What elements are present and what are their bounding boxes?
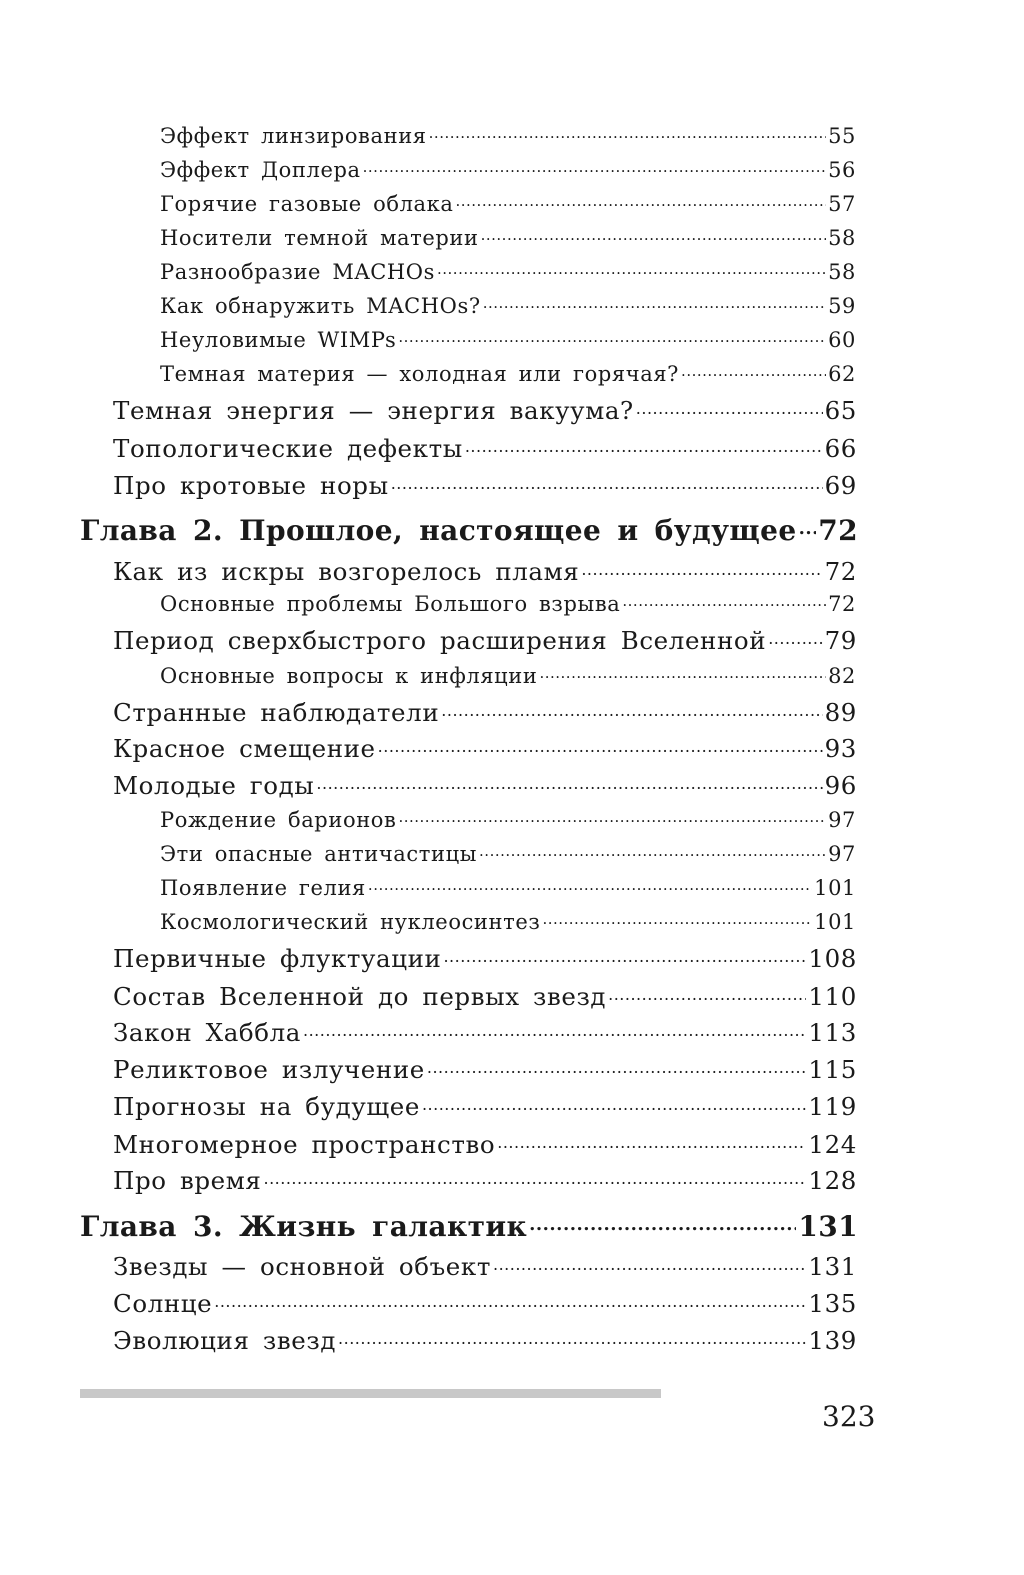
dot-leader bbox=[581, 555, 822, 580]
dot-leader bbox=[539, 662, 826, 683]
toc-entry-page: 65 bbox=[824, 395, 857, 425]
toc-entry bbox=[113, 1324, 857, 1355]
toc-entry bbox=[160, 360, 856, 386]
dot-leader bbox=[398, 326, 826, 347]
toc-entry bbox=[160, 190, 856, 216]
dot-leader bbox=[429, 122, 826, 143]
dot-leader bbox=[768, 624, 822, 649]
toc-entry bbox=[160, 874, 856, 900]
toc-entry-title: Носители темной материи bbox=[160, 226, 479, 250]
toc-entry-title: Про время bbox=[113, 1165, 262, 1195]
toc-entry-page: 115 bbox=[808, 1054, 857, 1084]
toc-entry-page: 135 bbox=[808, 1288, 857, 1318]
dot-leader bbox=[422, 1090, 806, 1115]
dot-leader bbox=[608, 980, 806, 1005]
dot-leader bbox=[481, 224, 826, 245]
page-number: 323 bbox=[822, 1400, 876, 1433]
dot-leader bbox=[799, 512, 817, 540]
toc-entry-title: Топологические дефекты bbox=[113, 433, 463, 463]
toc-entry-page: 59 bbox=[828, 294, 856, 318]
toc-entry-page: 101 bbox=[814, 910, 856, 934]
toc-entry bbox=[113, 1250, 857, 1281]
toc-entry bbox=[113, 696, 857, 727]
toc-entry-title: Неуловимые WIMPs bbox=[160, 328, 397, 352]
toc-entry-title: Глава 3. Жизнь галактик bbox=[80, 1210, 528, 1243]
toc-entry bbox=[160, 122, 856, 148]
toc-entry-title: Первичные флуктуации bbox=[113, 943, 442, 973]
toc-entry bbox=[160, 326, 856, 352]
toc-entry-title: Глава 2. Прошлое, настоящее и будущее bbox=[80, 514, 797, 547]
toc-entry-page: 55 bbox=[828, 124, 856, 148]
toc-entry-title: Эффект линзирования bbox=[160, 124, 427, 148]
dot-leader bbox=[263, 1164, 806, 1189]
toc-entry-page: 72 bbox=[824, 556, 857, 586]
dot-leader bbox=[338, 1324, 806, 1349]
toc-entry-title: Появление гелия bbox=[160, 876, 366, 900]
toc-entry bbox=[160, 292, 856, 318]
toc-entry-page: 110 bbox=[808, 981, 857, 1011]
dot-leader bbox=[622, 590, 826, 611]
toc-entry-title: Странные наблюдатели bbox=[113, 697, 440, 727]
toc-entry bbox=[160, 806, 856, 832]
toc-entry bbox=[160, 224, 856, 250]
toc-entry-title: Эти опасные античастицы bbox=[160, 842, 478, 866]
toc-entry-page: 124 bbox=[808, 1129, 857, 1159]
toc-entry-page: 72 bbox=[828, 592, 856, 616]
toc-entry bbox=[113, 1053, 857, 1084]
dot-leader bbox=[214, 1287, 806, 1312]
toc-entry-title: Разнообразие MACHOs bbox=[160, 260, 435, 284]
toc-chapter-heading bbox=[80, 1208, 858, 1243]
toc-entry-title: Эволюция звезд bbox=[113, 1325, 337, 1355]
toc-entry-page: 69 bbox=[824, 470, 857, 500]
toc-entry-title: Горячие газовые облака bbox=[160, 192, 454, 216]
toc-entry bbox=[113, 1128, 857, 1159]
toc-entry-title: Молодые годы bbox=[113, 770, 315, 800]
toc-entry-page: 66 bbox=[824, 433, 857, 463]
toc-entry-title: Закон Хаббла bbox=[113, 1017, 301, 1047]
dot-leader bbox=[441, 696, 822, 721]
toc-entry-title: Темная материя — холодная или горячая? bbox=[160, 362, 680, 386]
toc-entry-title: Звезды — основной объект bbox=[113, 1251, 491, 1281]
dot-leader bbox=[465, 432, 823, 457]
dot-leader bbox=[483, 292, 826, 313]
dot-leader bbox=[363, 156, 826, 177]
toc-entry-page: 58 bbox=[828, 226, 856, 250]
toc-entry-page: 56 bbox=[828, 158, 856, 182]
toc-entry-title: Как из искры возгорелось пламя bbox=[113, 556, 580, 586]
toc-entry-title: Основные вопросы к инфляции bbox=[160, 664, 538, 688]
toc-entry-page: 108 bbox=[808, 943, 857, 973]
toc-entry-title: Эффект Доплера bbox=[160, 158, 361, 182]
toc-entry-page: 62 bbox=[828, 362, 856, 386]
toc-entry-title: Темная энергия — энергия вакуума? bbox=[113, 395, 634, 425]
toc-entry-title: Красное смещение bbox=[113, 733, 376, 763]
toc-entry-page: 58 bbox=[828, 260, 856, 284]
dot-leader bbox=[427, 1053, 807, 1078]
toc-entry bbox=[113, 942, 857, 973]
toc-entry-title: Как обнаружить MACHOs? bbox=[160, 294, 481, 318]
toc-entry bbox=[113, 1016, 857, 1047]
toc-entry bbox=[113, 432, 857, 463]
toc-entry bbox=[160, 908, 856, 934]
toc-entry bbox=[160, 662, 856, 688]
toc-entry-title: Прогнозы на будущее bbox=[113, 1091, 420, 1121]
footer-rule bbox=[80, 1389, 661, 1398]
dot-leader bbox=[455, 190, 826, 211]
toc-entry-title: Состав Вселенной до первых звезд bbox=[113, 981, 607, 1011]
toc-entry bbox=[113, 469, 857, 500]
dot-leader bbox=[303, 1016, 806, 1041]
dot-leader bbox=[378, 732, 823, 757]
toc-entry-page: 131 bbox=[808, 1251, 857, 1281]
toc-entry bbox=[113, 1287, 857, 1318]
toc-entry bbox=[113, 624, 857, 655]
toc-entry-page: 97 bbox=[828, 808, 856, 832]
dot-leader bbox=[391, 469, 823, 494]
toc-entry bbox=[113, 1164, 857, 1195]
toc-entry-title: Основные проблемы Большого взрыва bbox=[160, 592, 621, 616]
dot-leader bbox=[316, 769, 822, 794]
toc-entry-page: 101 bbox=[814, 876, 856, 900]
dot-leader bbox=[636, 394, 823, 419]
toc-entry-page: 131 bbox=[798, 1210, 858, 1243]
dot-leader bbox=[398, 806, 826, 827]
toc-entry bbox=[113, 732, 857, 763]
dot-leader bbox=[368, 874, 812, 895]
toc-entry-page: 113 bbox=[808, 1017, 857, 1047]
toc-entry-page: 57 bbox=[828, 192, 856, 216]
toc-entry-title: Космологический нуклеосинтез bbox=[160, 910, 541, 934]
toc-entry bbox=[113, 555, 857, 586]
dot-leader bbox=[529, 1208, 796, 1236]
toc-entry bbox=[160, 840, 856, 866]
toc-entry-page: 119 bbox=[808, 1091, 857, 1121]
toc-entry-page: 128 bbox=[808, 1165, 857, 1195]
toc-entry-page: 89 bbox=[824, 697, 857, 727]
toc-entry-page: 93 bbox=[824, 733, 857, 763]
dot-leader bbox=[681, 360, 826, 381]
toc-entry bbox=[160, 590, 856, 616]
toc-entry-title: Рождение барионов bbox=[160, 808, 397, 832]
toc-entry-title: Реликтовое излучение bbox=[113, 1054, 425, 1084]
toc-entry bbox=[113, 394, 857, 425]
dot-leader bbox=[497, 1128, 806, 1153]
toc-entry-page: 60 bbox=[828, 328, 856, 352]
toc-entry-page: 139 bbox=[808, 1325, 857, 1355]
toc-entry-page: 97 bbox=[828, 842, 856, 866]
dot-leader bbox=[443, 942, 806, 967]
toc-entry-page: 72 bbox=[818, 514, 858, 547]
toc-entry-title: Многомерное пространство bbox=[113, 1129, 496, 1159]
dot-leader bbox=[542, 908, 812, 929]
toc-entry bbox=[113, 980, 857, 1011]
toc-entry bbox=[113, 769, 857, 800]
dot-leader bbox=[479, 840, 826, 861]
dot-leader bbox=[493, 1250, 806, 1275]
toc-chapter-heading bbox=[80, 512, 858, 547]
toc-entry-page: 82 bbox=[828, 664, 856, 688]
toc-entry-title: Про кротовые норы bbox=[113, 470, 389, 500]
toc-entry bbox=[160, 258, 856, 284]
dot-leader bbox=[437, 258, 826, 279]
toc-entry-page: 79 bbox=[824, 625, 857, 655]
toc-entry-title: Солнце bbox=[113, 1288, 213, 1318]
toc-entry-title: Период сверхбыстрого расширения Вселенной bbox=[113, 625, 767, 655]
toc-entry bbox=[113, 1090, 857, 1121]
toc-entry-page: 96 bbox=[824, 770, 857, 800]
toc-entry bbox=[160, 156, 856, 182]
